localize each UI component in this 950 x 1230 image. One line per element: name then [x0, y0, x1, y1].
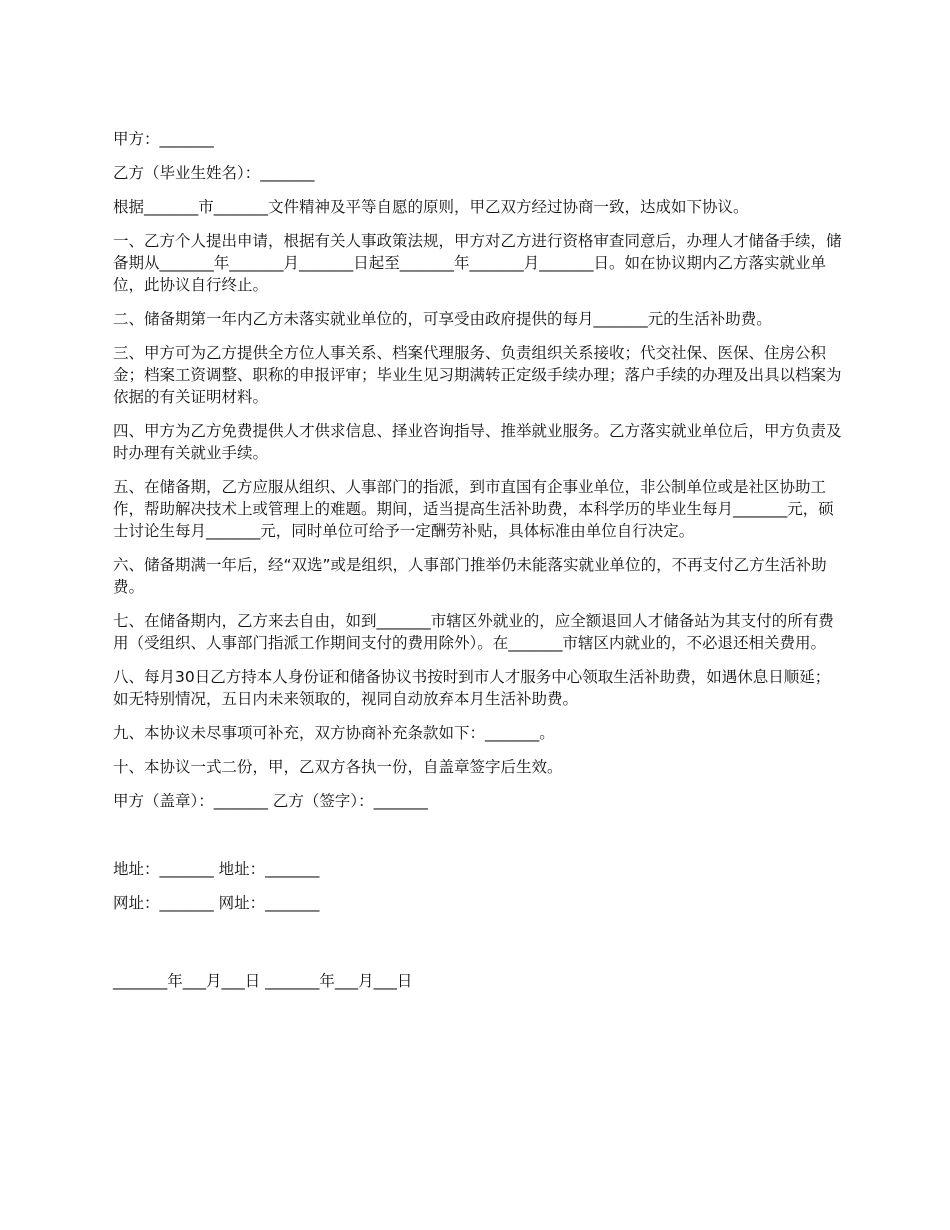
- date-line: _______年___月___日 _______年___月___日: [113, 972, 413, 990]
- website-line: 网址：_______ 网址：_______: [113, 894, 320, 912]
- contract-document: [113, 128, 843, 1004]
- clause-7: 七、在储备期内，乙方来去自由，如到_______市辖区外就业的，应全额退回人才储备站为其支付的所有费用（受组织、人事部门指派工作期间支付的费用除外）。在_______市辖区内就业的，不必退还相关费用。: [113, 612, 834, 652]
- clause-3: 三、甲方可为乙方提供全方位人事关系、档案代理服务、负责组织关系接收；代交社保、医保、住房公积金；档案工资调整、职称的申报评审；毕业生见习期满转正定级手续办理；落户手续的办理及出具以档案为依据的有关证明材料。: [113, 344, 842, 406]
- clause-5: 五、在储备期，乙方应服从组织、人事部门的指派，到市直国有企事业单位，非公制单位或是社区协助工作，帮助解决技术上或管理上的难题。期间，适当提高生活补助费，本科学历的毕业生每月_______元，硕士讨论生每月_______元，同时单位可给予一定酬劳补贴，具体标准由单位自行决定。: [113, 478, 834, 540]
- clause-8: 八、每月30日乙方持本人身份证和储备协议书按时到市人才服务中心领取生活补助费，如遇休息日顺延；如无特别情况，五日内未来领取的，视同自动放弃本月生活补助费。: [113, 668, 831, 708]
- party-a-line: 甲方：_______: [113, 130, 214, 148]
- address-line: 地址：_______ 地址：_______: [113, 860, 320, 878]
- clause-10: 十、本协议一式二份，甲，乙双方各执一份，自盖章签字后生效。: [113, 758, 563, 776]
- signature-line: 甲方（盖章）：_______ 乙方（签字）：_______: [113, 792, 428, 810]
- clause-2: 二、储备期第一年内乙方未落实就业单位的，可享受由政府提供的每月_______元的生活补助费。: [113, 310, 772, 328]
- clause-9: 九、本协议未尽事项可补充，双方协商补充条款如下：_______。: [113, 724, 555, 742]
- clause-1: 一、乙方个人提出申请，根据有关人事政策法规，甲方对乙方进行资格审查同意后，办理人才储备手续，储备期从_______年_______月_______日起至_______年_______月_______日。如在协议期内乙方落实就业单位，此协议自行终止。: [113, 232, 842, 294]
- party-b-line: 乙方（毕业生姓名）：_______: [113, 164, 315, 182]
- clause-4: 四、甲方为乙方免费提供人才供求信息、择业咨询指导、推举就业服务。乙方落实就业单位后，甲方负责及时办理有关就业手续。: [113, 422, 842, 462]
- clause-6: 六、储备期满一年后，经“双选”或是组织，人事部门推举仍未能落实就业单位的，不再支付乙方生活补助费。: [113, 556, 827, 596]
- preamble-paragraph: 根据_______市_______文件精神及平等自愿的原则，甲乙双方经过协商一致，达成如下协议。: [113, 198, 749, 216]
